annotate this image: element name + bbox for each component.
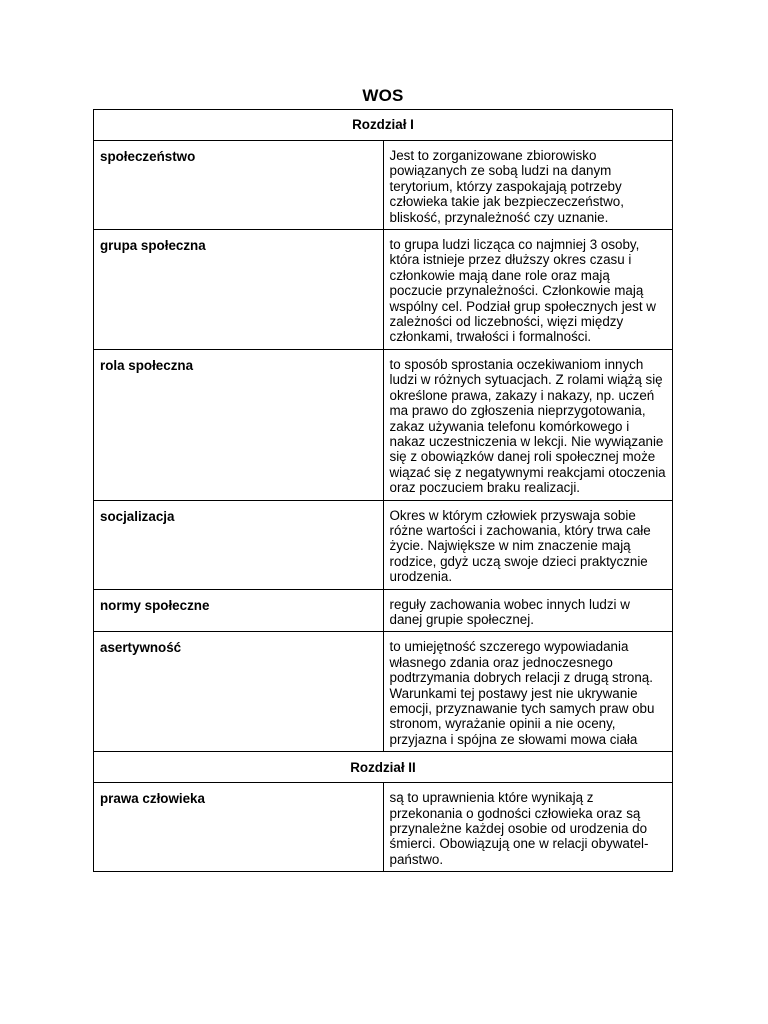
definition-cell: Jest to zorganizowane zbiorowisko powiązanych ze sobą ludzi na danym terytorium, którzy zaspokajają potrzeby człowieka takie jak bezpieczeczeństwo, bliskość, przynależność czy uznanie. <box>383 141 673 230</box>
term-cell: rola społeczna <box>94 349 384 500</box>
definition-cell: to grupa ludzi licząca co najmniej 3 osoby, która istnieje przez dłuższy okres czasu i członkowie mają dane role oraz mają poczucie przynależności. Członkowie mają wspólny cel. Podział grup społecznych jest w zależności od liczebności, więzi między członkami, trwałości i formalności. <box>383 230 673 350</box>
table-row <box>94 141 673 230</box>
table-row <box>94 589 673 632</box>
section-heading: Rozdział I <box>94 110 673 141</box>
table-row <box>94 349 673 500</box>
definition-cell: to umiejętność szczerego wypowiadania własnego zdania oraz jednoczesnego podtrzymania dobrych relacji z drugą stroną. Warunkami tej postawy jest nie ukrywanie emocji, przyznawanie tych samych praw obu stronom, wyrażanie opinii a nie oceny, przyjazna i spójna ze słowami mowa ciała <box>383 632 673 752</box>
term-cell: asertywność <box>94 632 384 752</box>
term-cell: socjalizacja <box>94 500 384 589</box>
term-cell: prawa człowieka <box>94 783 384 872</box>
definition-cell: Okres w którym człowiek przyswaja sobie różne wartości i zachowania, który trwa całe życie. Największe w nim znaczenie mają rodzice, gdyż uczą swoje dzieci praktycznie urodzenia. <box>383 500 673 589</box>
term-cell: grupa społeczna <box>94 230 384 350</box>
table-row <box>94 230 673 350</box>
glossary-table <box>93 109 673 872</box>
table-row <box>94 783 673 872</box>
document-title: WOS <box>362 86 404 105</box>
section-header-row <box>94 752 673 783</box>
section-header-row <box>94 110 673 141</box>
table-row <box>94 632 673 752</box>
definition-cell: reguły zachowania wobec innych ludzi w danej grupie społecznej. <box>383 589 673 632</box>
table-row <box>94 500 673 589</box>
section-heading: Rozdział II <box>94 752 673 783</box>
definition-cell: są to uprawnienia które wynikają z przekonania o godności człowieka oraz są przynależne każdej osobie od urodzenia do śmierci. Obowiązują one w relacji obywatel-państwo. <box>383 783 673 872</box>
term-cell: normy społeczne <box>94 589 384 632</box>
term-cell: społeczeństwo <box>94 141 384 230</box>
definition-cell: to sposób sprostania oczekiwaniom innych ludzi w różnych sytuacjach. Z rolami wiążą się określone prawa, zakazy i nakazy, np. uczeń ma prawo do zgłoszenia nieprzygotowania, zakaz używania telefonu komórkowego i nakaz uczestniczenia w lekcji. Nie wywiązanie się z obowiązków danej roli społecznej może wiązać się z negatywnymi reakcjami otoczenia oraz poczuciem braku realizacji. <box>383 349 673 500</box>
